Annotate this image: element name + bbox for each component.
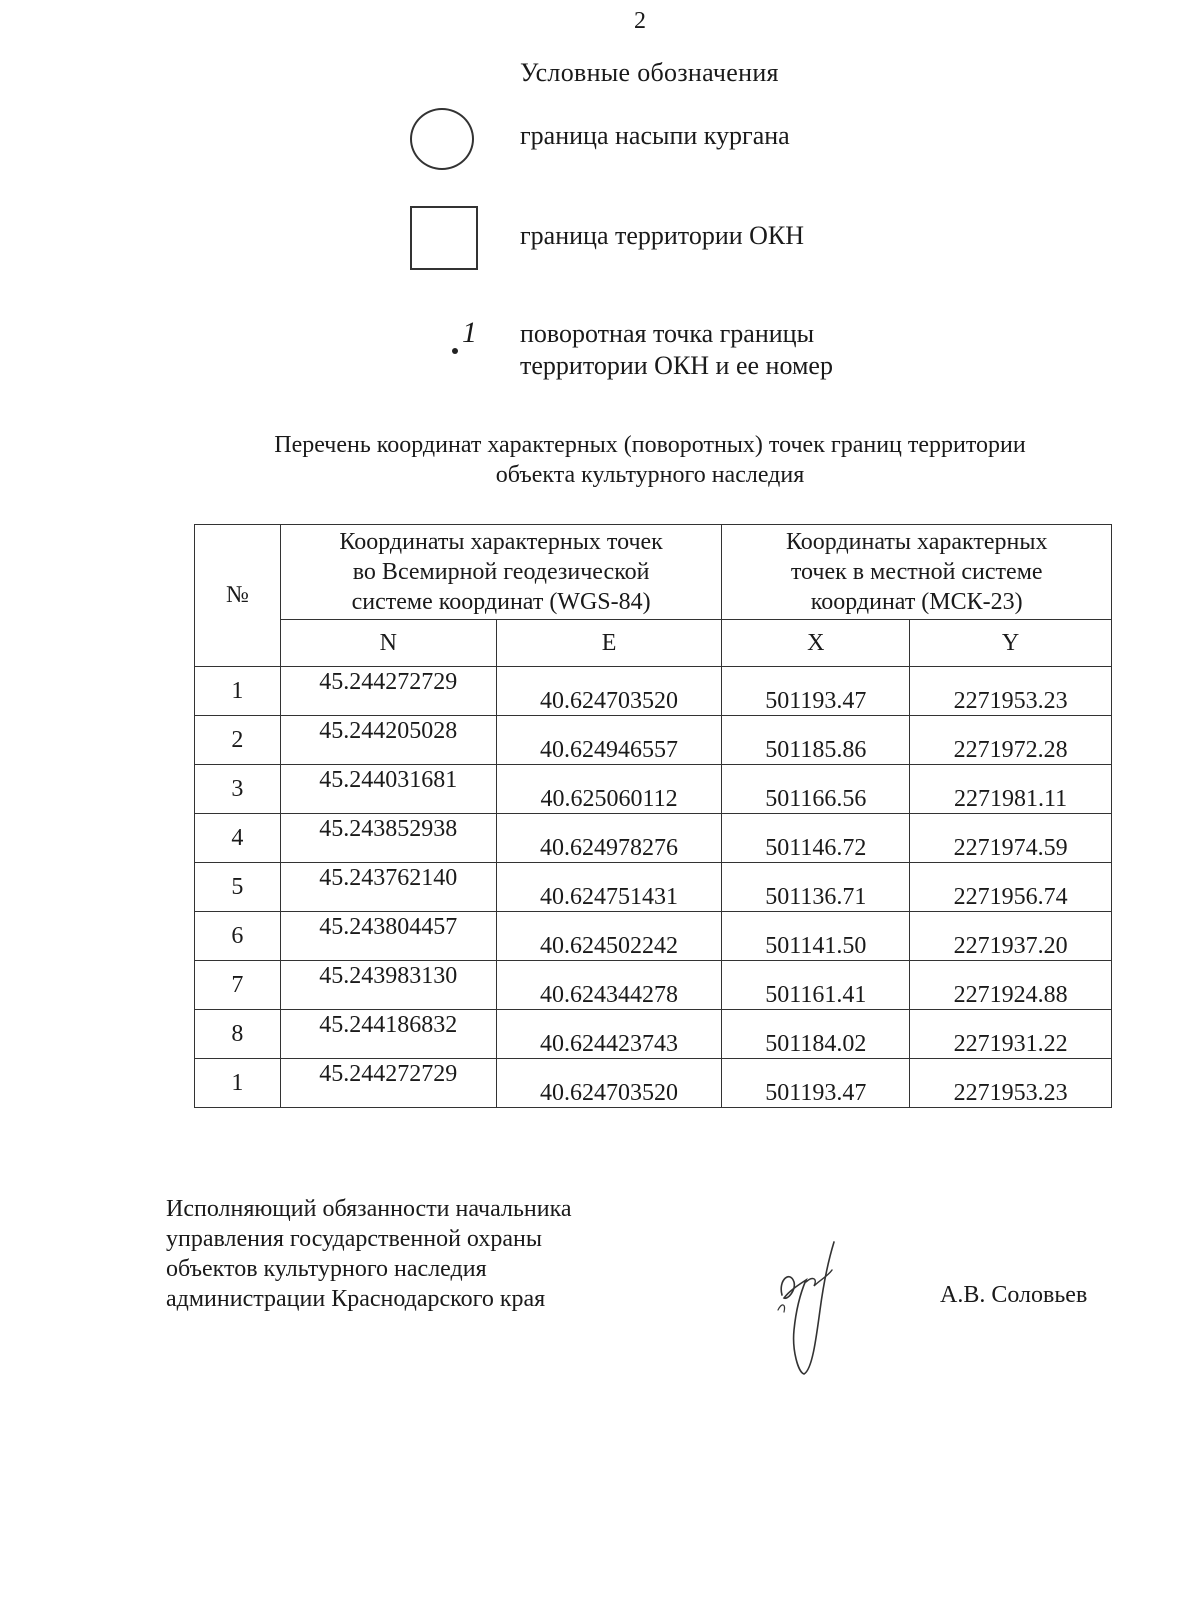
- y-coordinate: 2271972.28: [910, 716, 1112, 765]
- row-number: 2: [195, 716, 281, 765]
- y-coordinate: 2271974.59: [910, 814, 1112, 863]
- wgs-column-group-header: [280, 525, 722, 620]
- header-line: координат (МСК-23): [810, 589, 1023, 615]
- y-coordinate: 2271931.22: [910, 1010, 1112, 1059]
- header-line: Координаты характерных точек: [339, 529, 663, 555]
- row-number: 8: [195, 1010, 281, 1059]
- table-heading-line: Перечень координат характерных (поворотных) точек границ территории: [274, 432, 1026, 458]
- table-row: [195, 667, 1112, 716]
- header-line: точек в местной системе: [790, 559, 1043, 585]
- table-heading-line: объекта культурного наследия: [495, 462, 805, 488]
- row-number: 4: [195, 814, 281, 863]
- row-number: 1: [195, 1059, 281, 1108]
- x-coordinate: 501184.02: [722, 1010, 910, 1059]
- square-icon: [410, 206, 478, 270]
- legend-label: граница территории ОКН: [520, 221, 805, 250]
- y-coordinate: 2271981.11: [910, 765, 1112, 814]
- table-row: [195, 1010, 1112, 1059]
- n-coordinate: 45.244031681: [280, 765, 496, 814]
- x-coordinate: 501146.72: [722, 814, 910, 863]
- point-dot: [452, 348, 458, 354]
- signer-position: [166, 1194, 572, 1314]
- n-coordinate: 45.243983130: [280, 961, 496, 1010]
- x-coordinate: 501166.56: [722, 765, 910, 814]
- x-coordinate: 501193.47: [722, 1059, 910, 1108]
- msk-column-group-header: [722, 525, 1112, 620]
- signer-position-line: Исполняющий обязанности начальника: [166, 1196, 572, 1222]
- table-row: [195, 1059, 1112, 1108]
- e-coordinate: 40.624703520: [496, 667, 722, 716]
- e-coordinate: 40.624978276: [496, 814, 722, 863]
- table-row: [195, 961, 1112, 1010]
- x-coordinate: 501161.41: [722, 961, 910, 1010]
- x-coordinate: 501185.86: [722, 716, 910, 765]
- point-icon: [410, 316, 477, 378]
- n-coordinate: 45.243762140: [280, 863, 496, 912]
- table-heading: [120, 430, 1180, 490]
- y-coordinate: 2271956.74: [910, 863, 1112, 912]
- num-column-header: №: [195, 525, 281, 667]
- legend-label-line: поворотная точка границы: [520, 319, 815, 348]
- header-line: Координаты характерных: [785, 529, 1048, 555]
- e-coordinate: 40.624946557: [496, 716, 722, 765]
- row-number: 5: [195, 863, 281, 912]
- x-coordinate: 501136.71: [722, 863, 910, 912]
- legend-title: Условные обозначения: [520, 58, 779, 87]
- table-row: [195, 716, 1112, 765]
- legend-item-mound-boundary: [410, 108, 970, 178]
- page-number: 2: [634, 8, 646, 34]
- legend-label-line: территории ОКН и ее номер: [520, 351, 833, 380]
- n-coordinate: 45.244186832: [280, 1010, 496, 1059]
- n-coordinate: 45.244272729: [280, 1059, 496, 1108]
- table-row: [195, 912, 1112, 961]
- header-line: системе координат (WGS-84): [351, 589, 651, 615]
- row-number: 7: [195, 961, 281, 1010]
- row-number: 6: [195, 912, 281, 961]
- e-coordinate: 40.624423743: [496, 1010, 722, 1059]
- n-coordinate: 45.243852938: [280, 814, 496, 863]
- e-coordinate: 40.624344278: [496, 961, 722, 1010]
- legend-item-territory-boundary: [410, 206, 970, 276]
- e-coordinate: 40.624502242: [496, 912, 722, 961]
- y-coordinate: 2271953.23: [910, 1059, 1112, 1108]
- row-number: 1: [195, 667, 281, 716]
- column-header-e: E: [496, 620, 722, 667]
- e-coordinate: 40.624703520: [496, 1059, 722, 1108]
- x-coordinate: 501193.47: [722, 667, 910, 716]
- legend-label: граница насыпи кургана: [520, 121, 790, 150]
- column-header-x: X: [722, 620, 910, 667]
- e-coordinate: 40.625060112: [496, 765, 722, 814]
- column-header-n: N: [280, 620, 496, 667]
- e-coordinate: 40.624751431: [496, 863, 722, 912]
- legend-item-turning-point: [410, 318, 970, 398]
- point-number: 1: [462, 316, 477, 349]
- signer-position-line: администрации Краснодарского края: [166, 1286, 546, 1312]
- row-number: 3: [195, 765, 281, 814]
- y-coordinate: 2271937.20: [910, 912, 1112, 961]
- legend-label: [520, 318, 833, 382]
- signer-position-line: объектов культурного наследия: [166, 1256, 487, 1282]
- table-row: [195, 863, 1112, 912]
- column-header-y: Y: [910, 620, 1112, 667]
- coordinates-table: [194, 524, 1112, 1108]
- y-coordinate: 2271924.88: [910, 961, 1112, 1010]
- signer-name: А.В. Соловьев: [940, 1282, 1088, 1308]
- handwritten-signature: [760, 1240, 860, 1380]
- x-coordinate: 501141.50: [722, 912, 910, 961]
- y-coordinate: 2271953.23: [910, 667, 1112, 716]
- table-row: [195, 765, 1112, 814]
- header-line: во Всемирной геодезической: [352, 559, 650, 585]
- table-row: [195, 814, 1112, 863]
- n-coordinate: 45.243804457: [280, 912, 496, 961]
- n-coordinate: 45.244272729: [280, 667, 496, 716]
- signer-position-line: управления государственной охраны: [166, 1226, 542, 1252]
- n-coordinate: 45.244205028: [280, 716, 496, 765]
- circle-icon: [410, 108, 474, 170]
